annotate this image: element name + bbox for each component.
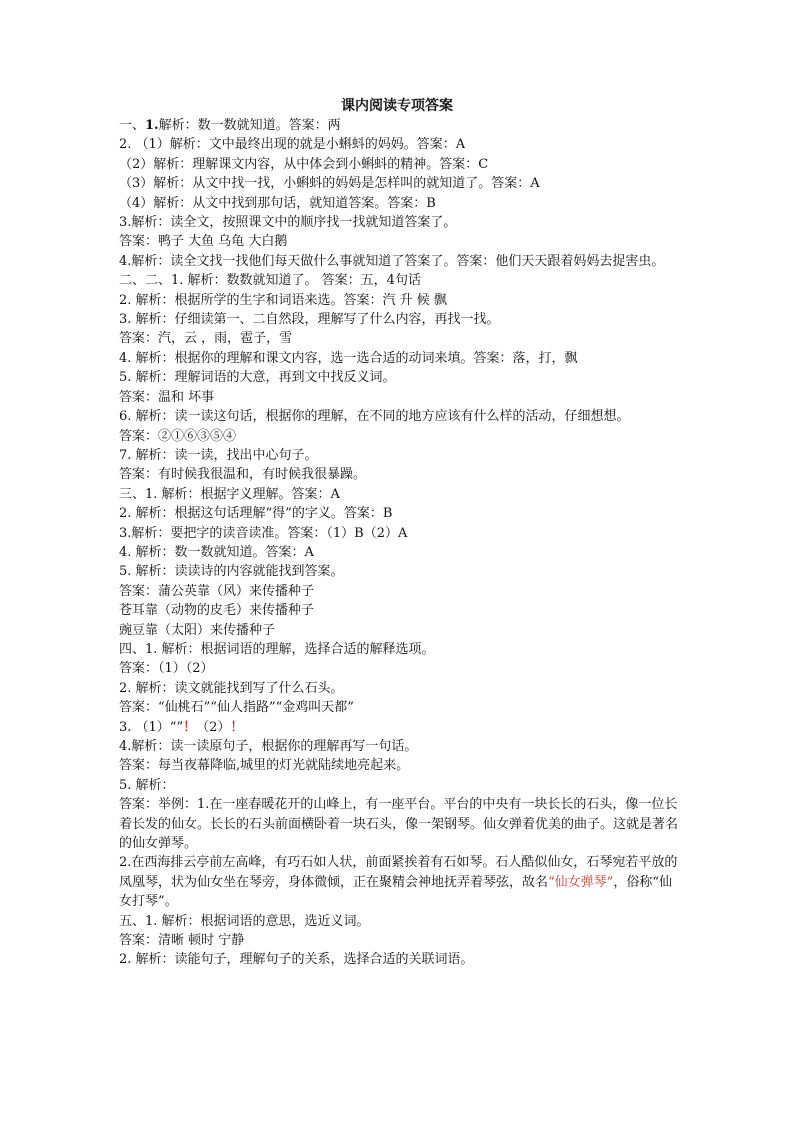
line-text: 2. 解析：读能句子，理解句子的关系，选择合适的关联词语。 — [119, 952, 474, 968]
line-text: 5. 解析： — [119, 777, 175, 793]
line-text: 4. 解析：根据你的理解和课文内容，选一选合适的动词来填。答案：落，打，飘 — [119, 350, 578, 366]
answer-line — [119, 679, 679, 698]
line-text: 答案：（1）（2） — [119, 661, 214, 677]
line-text: 3. 解析：仔细读第一、二自然段，理解写了什么内容，再找一找。 — [119, 312, 500, 328]
line-text: 豌豆靠（太阳）来传播种子 — [119, 622, 276, 638]
answer-line — [119, 427, 679, 446]
line-text: 答案：汽，云 ，雨，雹子，雪 — [119, 331, 293, 347]
line-text: 答案：温和 坏事 — [119, 389, 215, 405]
answer-line — [119, 271, 679, 290]
line-text: 2.在西海排云亭前左高峰，有巧石如人状，前面紧挨着有石如琴。石人酷似仙女，石琴宛若平放的凤凰琴，状为仙女坐在琴旁，身体微倾，正在聚精会神地抚弄着琴弦，故名 — [119, 855, 678, 890]
line-text: 3.解析：要把字的读音读准。答案：（1）B（2）A — [119, 525, 408, 541]
answer-content — [119, 116, 679, 970]
line-text: （2）解析：理解课文内容，从中体会到小蝌蚪的精神。答案：C — [119, 156, 489, 172]
line-text: 三、1. 解析：根据字义理解。答案：A — [119, 486, 340, 502]
line-text: 6. 解析：读一读这句话，根据你的理解，在不同的地方应该有什么样的活动，仔细想想。 — [119, 409, 630, 425]
answer-line — [119, 912, 679, 931]
answer-line — [119, 601, 679, 620]
line-text: 一、 — [119, 118, 146, 133]
answer-line — [119, 135, 679, 154]
line-text: 2. 解析：根据这句话理解“得”的字义。答案：B — [119, 506, 393, 522]
answer-line — [119, 756, 679, 775]
answer-line — [119, 155, 679, 174]
answer-line — [119, 407, 679, 426]
answer-line — [119, 116, 679, 135]
line-text: 5. 解析：读读诗的内容就能找到答案。 — [119, 564, 344, 580]
answer-line — [119, 174, 679, 193]
answer-line — [119, 950, 679, 969]
answer-line — [119, 795, 679, 853]
answer-line — [119, 931, 679, 950]
line-text: 2. 解析：根据所学的生字和词语来选。答案：汽 升 候 飘 — [119, 292, 447, 308]
line-text: 4.解析：读一读原句子，根据你的理解再写一句话。 — [119, 739, 418, 754]
answer-line — [119, 291, 679, 310]
answer-line — [119, 213, 679, 232]
answer-line — [119, 640, 679, 659]
line-text: 答案：“仙桃石”“仙人指路”“金鸡叫天都” — [119, 700, 354, 716]
line-text: （2） — [196, 719, 231, 735]
answer-line — [119, 232, 679, 251]
answer-line — [119, 524, 679, 543]
answer-line — [119, 543, 679, 562]
line-text: 2. （1）解析：文中最终出现的就是小蝌蚪的妈妈。答案：A — [119, 137, 466, 153]
answer-line — [119, 446, 679, 465]
line-text: 二、二、1. 解析：数数就知道了。 答案：五，4句话 — [119, 273, 421, 289]
answer-line — [119, 485, 679, 504]
answer-line — [119, 776, 679, 795]
line-text: 3. （1）“” — [119, 719, 184, 735]
answer-line — [119, 465, 679, 484]
line-text: 4.解析：读全文找一找他们每天做什么事就知道了答案了。答案：他们天天跟着妈妈去捉害虫。 — [119, 253, 665, 269]
answer-line — [119, 504, 679, 523]
line-text: 答案：举例：1.在一座春暖花开的山峰上，有一座平台。平台的中央有一块长长的石头，像一位长着长发的仙女。长长的石头前面横卧着一块石头，像一架钢琴。仙女弹着优美的曲子。这就是著名的仙女弹琴。 — [119, 797, 679, 852]
answer-line — [119, 698, 679, 717]
line-text: ！ — [183, 719, 197, 735]
answer-line — [119, 659, 679, 678]
answer-line — [119, 329, 679, 348]
line-text: 2. 解析：读文就能找到写了什么石头。 — [119, 680, 344, 696]
answer-line — [119, 562, 679, 581]
answer-line — [119, 252, 679, 271]
answer-line — [119, 853, 679, 911]
line-text: 五、1. 解析：根据词语的意思，选近义词。 — [119, 913, 370, 929]
line-text: （4）解析：从文中找到那句话，就知道答案。答案：B — [119, 195, 436, 211]
answer-line — [119, 194, 679, 213]
line-text: 苍耳靠（动物的皮毛）来传播种子 — [119, 603, 315, 619]
line-text: ！ — [230, 719, 244, 735]
answer-line — [119, 349, 679, 368]
line-text: 答案：蒲公英靠（风）来传播种子 — [119, 583, 315, 599]
answer-line — [119, 310, 679, 329]
line-text: 7. 解析：读一读，找出中心句子。 — [119, 447, 318, 463]
document-title: 课内阅读专项答案 — [341, 98, 453, 114]
line-text: 四、1. 解析：根据词语的理解，选择合适的解释选项。 — [119, 641, 435, 657]
answer-line — [119, 718, 679, 737]
line-text: 3.解析：读全文，按照课文中的顺序找一找就知道答案了。 — [119, 215, 457, 231]
line-text: 答案：鸭子 大鱼 乌龟 大白鹅 — [119, 234, 288, 250]
line-text: 答案：②①⑥③⑤④ — [119, 428, 237, 444]
line-text: ，俗称“仙女打琴”。 — [119, 874, 672, 910]
line-text: “仙女弹琴” — [548, 874, 614, 890]
line-text: 5. 解析：理解词语的大意，再到文中找反义词。 — [119, 370, 396, 386]
answer-line — [119, 368, 679, 387]
line-text: 答案：清晰 顿时 宁静 — [119, 933, 245, 949]
answer-line — [119, 582, 679, 601]
line-text: 4. 解析：数一数就知道。答案：A — [119, 544, 314, 560]
line-text: 答案：每当夜幕降临,城里的灯光就陆续地亮起来。 — [119, 758, 410, 774]
line-text: 解析：数一数就知道。答案：两 — [158, 118, 341, 133]
line-text: 答案：有时候我很温和，有时候我很暴躁。 — [119, 467, 367, 483]
answer-line — [119, 388, 679, 407]
answer-line — [119, 737, 679, 756]
line-text: （3）解析：从文中找一找，小蝌蚪的妈妈是怎样叫的就知道了。答案：A — [119, 176, 540, 192]
answer-line — [119, 621, 679, 640]
line-text: 1. — [145, 118, 159, 133]
